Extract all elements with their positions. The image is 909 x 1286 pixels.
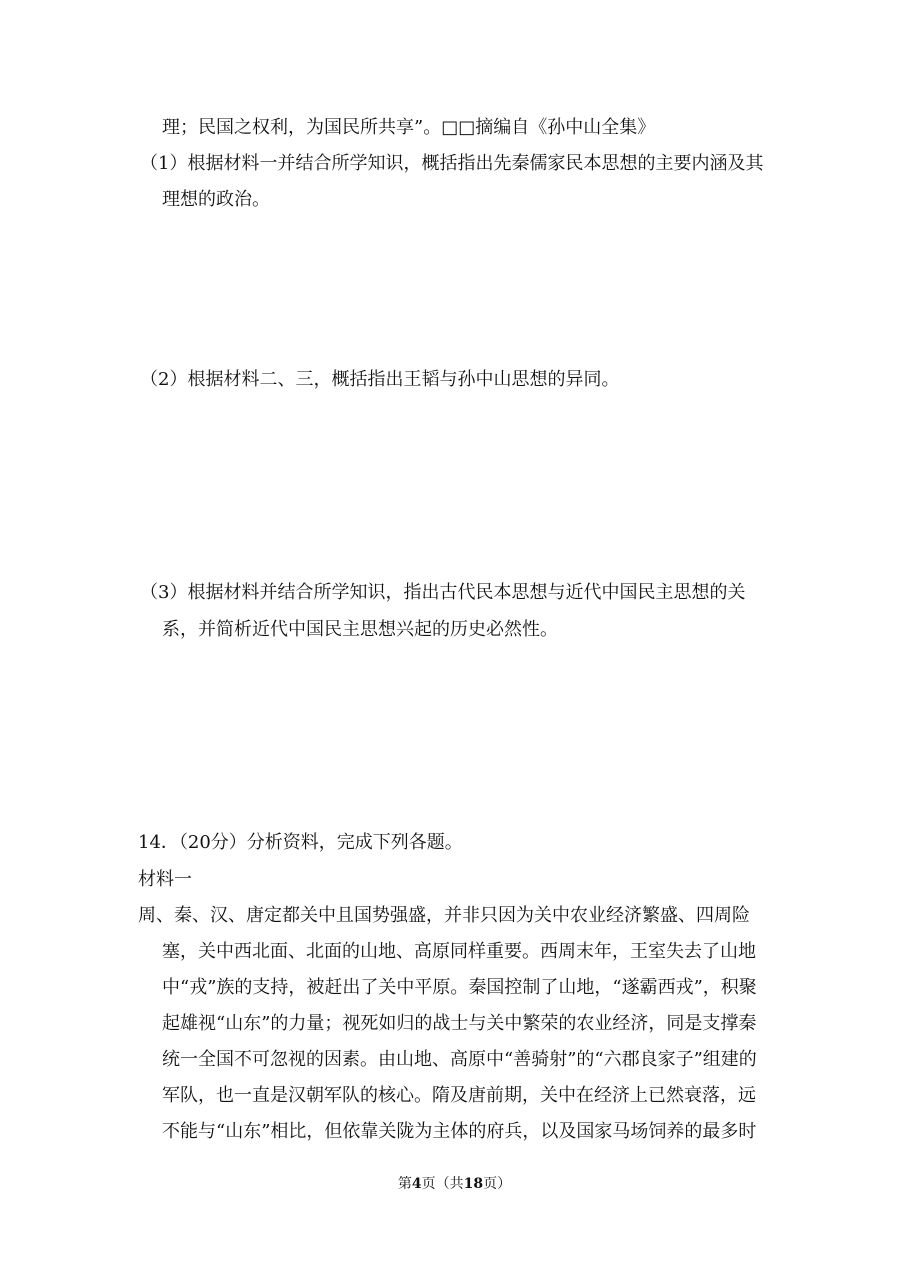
question-13-part-1-line-2: 理想的政治。 bbox=[162, 189, 270, 210]
total-pages: 18 bbox=[463, 1176, 484, 1192]
material-3-ending: 理；民国之权利，为国民所共享”。□□摘编自《孙中山全集》 bbox=[162, 117, 656, 138]
question-13-part-1-line-1: （1）根据材料一并结合所学知识，概括指出先秦儒家民本思想的主要内涵及其 bbox=[140, 153, 764, 174]
question-14-header: 14．（20分）分析资料，完成下列各题。 bbox=[138, 832, 463, 853]
material-1-line: 统一全国不可忽视的因素。由山地、高原中“善骑射”的“六郡良家子”组建的 bbox=[162, 1049, 757, 1070]
material-1-line: 中“戎”族的支持，被赶出了关中平原。秦国控制了山地，“遂霸西戎”，积聚 bbox=[162, 977, 757, 998]
question-13-part-2: （2）根据材料二、三，概括指出王韬与孙中山思想的异同。 bbox=[140, 369, 620, 390]
page-number: 4 bbox=[411, 1176, 422, 1192]
question-13-part-3-line-1: （3）根据材料并结合所学知识，指出古代民本思想与近代中国民主思想的关 bbox=[140, 582, 746, 603]
material-1-line: 军队，也一直是汉朝军队的核心。隋及唐前期，关中在经济上已然衰落，远 bbox=[162, 1085, 756, 1106]
page-footer bbox=[0, 1175, 909, 1193]
material-1-line: 起雄视“山东”的力量；视死如归的战士与关中繁荣的农业经济，同是支撑秦 bbox=[162, 1013, 757, 1034]
question-13-part-3-line-2: 系，并简析近代中国民主思想兴起的历史必然性。 bbox=[162, 619, 558, 640]
footer-middle: 页（共 bbox=[421, 1176, 464, 1192]
footer-prefix: 第 bbox=[397, 1176, 412, 1192]
material-1-line: 周、秦、汉、唐定都关中且国势强盛，并非只因为关中农业经济繁盛、四周险 bbox=[138, 905, 750, 926]
material-1-line: 塞，关中西北面、北面的山地、高原同样重要。西周末年，王室失去了山地 bbox=[162, 941, 756, 962]
material-1-line: 不能与“山东”相比，但依靠关陇为主体的府兵，以及国家马场饲养的最多时 bbox=[162, 1121, 757, 1142]
material-1-label: 材料一 bbox=[138, 869, 192, 890]
footer-suffix: 页） bbox=[483, 1176, 512, 1192]
